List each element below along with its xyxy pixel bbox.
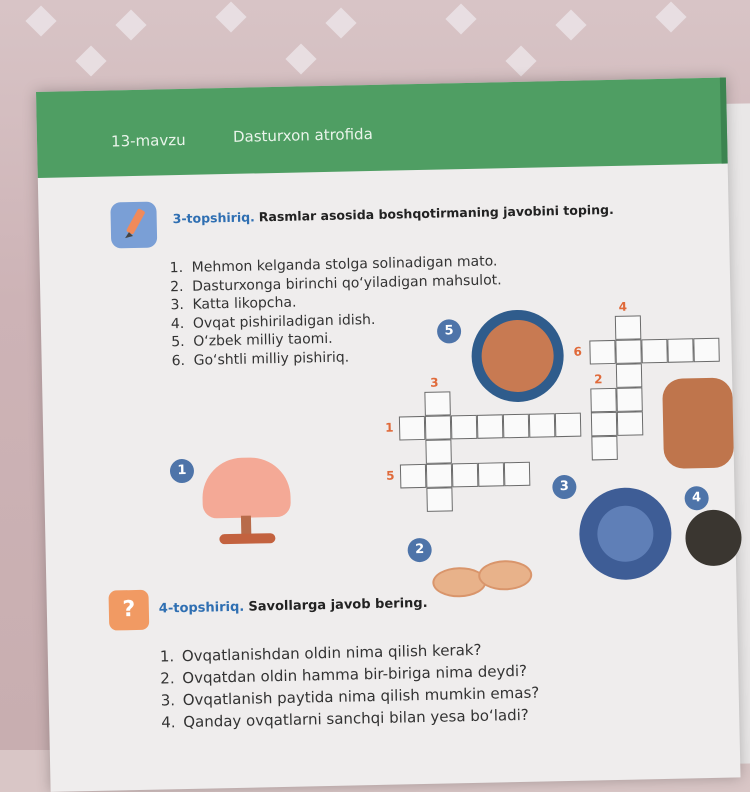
pattern-diamond (325, 7, 356, 38)
crossword-cell[interactable] (615, 315, 641, 340)
task3-lead: 3-topshiriq. (172, 209, 255, 227)
crossword-cell[interactable] (591, 436, 617, 461)
task4-text: Savollarga javob bering. (248, 595, 428, 615)
tablecloth (202, 457, 291, 519)
crossword-cell[interactable] (589, 340, 615, 365)
crossword-cell[interactable] (591, 412, 617, 437)
crossword-cell[interactable] (503, 414, 529, 439)
list-item: 2. Dasturxonga birinchi qo‘yiladigan mahsulot. (169, 271, 502, 295)
crossword-number: 2 (593, 372, 603, 387)
list-item: 2. Ovqatdan oldin hamma bir-biriga nima deydi? (160, 661, 528, 688)
crossword-cell[interactable] (452, 463, 478, 488)
textbook-page (36, 78, 741, 792)
task4-title (159, 596, 428, 617)
question-icon: ? (108, 590, 149, 631)
pen-icon (110, 202, 157, 249)
pattern-diamond (285, 43, 316, 74)
pattern-diamond (75, 45, 106, 76)
crossword-cell[interactable] (478, 462, 504, 487)
list-item: 5. O‘zbek milliy taomi. (171, 330, 333, 351)
pattern-diamond (115, 9, 146, 40)
crossword-cell[interactable] (399, 416, 425, 441)
picture-badge: 4 (684, 486, 708, 510)
samsa-illustration (662, 377, 734, 468)
pattern-diamond (555, 9, 586, 40)
crossword-cell[interactable] (426, 463, 452, 488)
plate-pattern (597, 505, 654, 562)
crossword-number: 6 (573, 344, 583, 359)
list-item: 3. Katta likopcha. (170, 294, 297, 314)
task4-lead: 4-topshiriq. (158, 599, 245, 617)
crossword-cell[interactable] (693, 338, 719, 363)
list-item: 4. Qanday ovqatlarni sanchqi bilan yesa bo‘ladi? (161, 705, 529, 732)
crossword-cell[interactable] (615, 339, 641, 364)
page-header (36, 78, 728, 178)
crossword-number: 4 (618, 299, 628, 314)
picture-badge: 1 (170, 459, 194, 483)
list-item: 6. Go‘shtli milliy pishiriq. (171, 349, 350, 369)
crossword-number: 5 (385, 468, 395, 483)
crossword-cell[interactable] (425, 439, 451, 464)
crossword-number: 3 (430, 375, 439, 390)
list-item: 1. Mehmon kelganda stolga solinadigan mato. (169, 253, 498, 277)
crossword-cell[interactable] (400, 464, 426, 489)
crossword-number: 1 (384, 420, 394, 435)
crossword-cell[interactable] (425, 415, 451, 440)
crossword-cell[interactable] (424, 391, 450, 416)
picture-badge: 5 (437, 319, 461, 343)
pattern-diamond (445, 3, 476, 34)
list-item: 4. Ovqat pishiriladigan idish. (170, 311, 376, 332)
plov-plate-illustration (471, 309, 565, 403)
pattern-diamond (25, 5, 56, 36)
plov (481, 319, 554, 392)
topic-number: 13-mavzu (110, 130, 186, 151)
task3-title (173, 202, 614, 226)
crossword-cell[interactable] (616, 387, 642, 412)
list-item: 3. Ovqatlanish paytida nima qilish mumkin emas? (160, 683, 540, 710)
crossword-cell[interactable] (426, 487, 452, 512)
crossword-cell[interactable] (667, 338, 693, 363)
crossword-cell[interactable] (616, 363, 642, 388)
list-item: 1. Ovqatlanishdan oldin nima qilish kerak? (159, 640, 482, 666)
crossword-cell[interactable] (641, 339, 667, 364)
large-plate-illustration (578, 487, 672, 581)
crossword-cell[interactable] (555, 413, 581, 438)
crossword-cell[interactable] (529, 413, 555, 438)
pattern-diamond (215, 1, 246, 32)
crossword-cell[interactable] (504, 462, 530, 487)
crossword-cell[interactable] (590, 388, 616, 413)
tablecloth-table-illustration (194, 457, 300, 549)
task3-text: Rasmlar asosida boshqotirmaning javobini toping. (258, 201, 614, 225)
table-base (219, 533, 275, 544)
crossword-cell[interactable] (477, 414, 503, 439)
crossword-cell[interactable] (617, 411, 643, 436)
pattern-diamond (655, 1, 686, 32)
topic-name: Dasturxon atrofida (232, 124, 373, 146)
crossword-cell[interactable] (451, 415, 477, 440)
task4-questions (160, 638, 540, 734)
picture-badge: 2 (407, 538, 431, 562)
pattern-diamond (505, 45, 536, 76)
pot-illustration (685, 509, 742, 566)
bread-illustration (478, 560, 533, 591)
crossword-clues (170, 252, 504, 370)
picture-badge: 3 (552, 475, 576, 499)
